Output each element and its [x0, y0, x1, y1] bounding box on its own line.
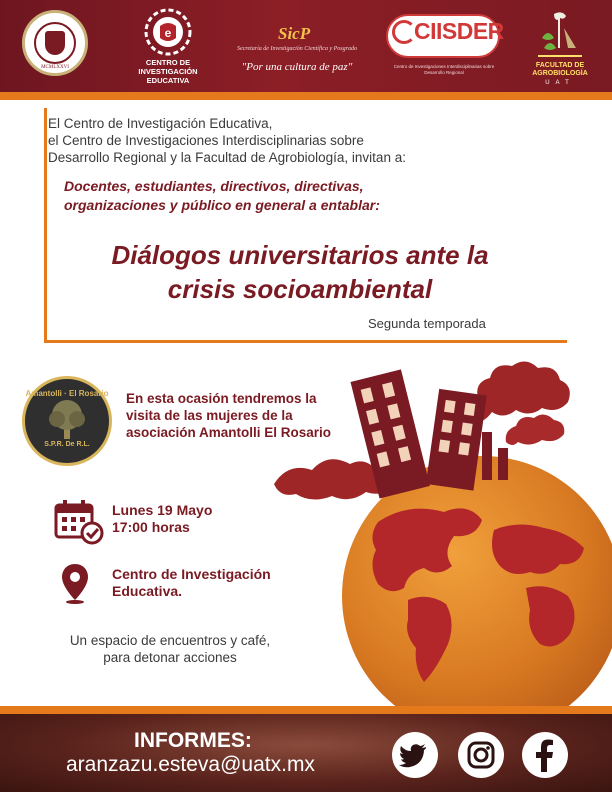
sicp-logo — [226, 24, 368, 84]
intro-line: El Centro de Investigación Educativa, — [48, 116, 273, 131]
guest-line: asociación Amantolli El Rosario — [126, 425, 332, 440]
contact-label: INFORMES: — [134, 729, 252, 752]
invitation-intro — [48, 115, 518, 166]
tagline-line: para detonar acciones — [103, 650, 237, 665]
audience-line: Docentes, estudiantes, directivos, directivas, — [64, 178, 364, 194]
event-venue-line: Centro de Investigación — [112, 566, 271, 582]
guest-line: visita de las mujeres de la — [126, 408, 293, 423]
season-label: Segunda temporada — [368, 316, 486, 331]
event-venue-line: Educativa. — [112, 583, 183, 599]
intro-line: el Centro de Investigaciones Interdisciplinarias sobre — [48, 133, 364, 148]
svg-text:e: e — [164, 26, 172, 40]
uat-seal-motto: MCMLXXVI — [41, 65, 69, 70]
twitter-icon[interactable] — [392, 732, 438, 778]
sicp-subtitle: Secretaría de Investigación Científica y Posgrado — [237, 46, 357, 52]
event-date — [112, 502, 212, 536]
invitation-audience — [64, 177, 564, 215]
earth-crisis-illustration — [268, 352, 612, 710]
sicp-motto: "Por una cultura de paz" — [241, 61, 353, 73]
agrobiologia-label: FACULTAD DE AGROBIOLOGÍA — [532, 62, 588, 77]
footer-divider — [0, 706, 612, 714]
amantolli-logo-bottom: S.P.R. De R.L. — [44, 441, 90, 448]
contact-email[interactable]: aranzazu.esteva@uatx.mx — [66, 753, 315, 776]
ciisder-logo — [386, 10, 502, 82]
agrobiologia-uat: UAT — [545, 80, 575, 86]
header-banner — [0, 0, 612, 92]
event-date-time: 17:00 horas — [112, 519, 190, 535]
instagram-icon[interactable] — [458, 732, 504, 778]
intro-line: Desarrollo Regional y la Facultad de Agrobiología, invitan a: — [48, 150, 406, 165]
guest-line: En esta ocasión tendremos la — [126, 391, 317, 406]
calendar-check-icon — [54, 499, 104, 545]
amantolli-logo-top: Amantolli · El Rosario — [25, 389, 109, 398]
event-date-day: Lunes 19 Mayo — [112, 502, 213, 518]
agrobiologia-logo — [524, 8, 596, 88]
event-title-line: Diálogos universitarios ante la — [111, 240, 489, 270]
cie-logo — [118, 6, 218, 86]
event-title — [40, 238, 560, 306]
uat-seal-logo — [22, 10, 88, 76]
cie-logo-label: CENTRO DE INVESTIGACIÓN EDUCATIVA — [138, 58, 198, 85]
sicp-logo-mark: SicP — [278, 24, 311, 43]
event-title-line: crisis socioambiental — [167, 274, 433, 304]
tagline-line: Un espacio de encuentros y café, — [69, 633, 271, 648]
facebook-icon[interactable] — [522, 732, 568, 778]
ciisder-logo-text: CIISDER — [414, 18, 504, 44]
amantolli-logo — [22, 376, 112, 466]
event-venue — [112, 566, 271, 600]
ciisder-subtitle: Centro de Investigaciones Interdisciplinarias sobre Desarrollo Regional — [393, 64, 495, 75]
audience-line: organizaciones y público en general a entablar: — [64, 197, 380, 213]
location-pin-icon — [60, 562, 90, 604]
header-divider — [0, 92, 612, 100]
